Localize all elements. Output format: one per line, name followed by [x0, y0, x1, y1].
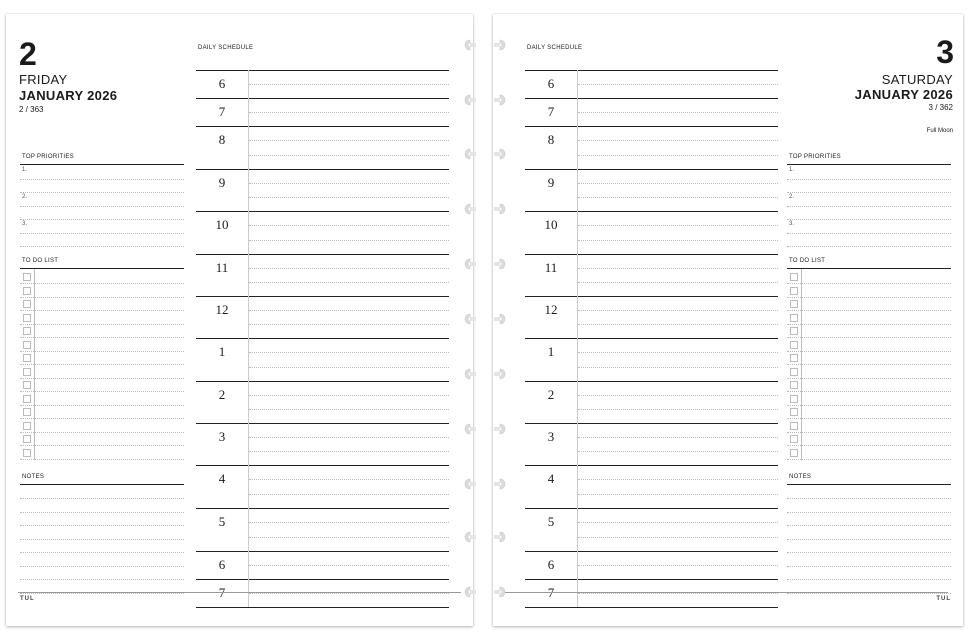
- todo-line: [20, 364, 184, 365]
- schedule-hour-label: 1: [547, 344, 555, 359]
- disc-binding-icon: [494, 423, 512, 435]
- todo-line: [20, 283, 184, 284]
- schedule-dotted-line: [249, 282, 449, 283]
- priority-line: [20, 206, 184, 207]
- schedule-dotted-line: [249, 324, 449, 325]
- schedule-hour-rule: [525, 551, 778, 552]
- schedule-hour-rule: [525, 70, 778, 71]
- schedule-hour-label: 7: [547, 585, 555, 600]
- disc-binding-icon: [458, 94, 476, 106]
- todo-checkbox: [23, 314, 31, 322]
- schedule-hour-rule: [525, 169, 778, 170]
- schedule-hour-label: 8: [547, 132, 555, 147]
- todo-line: [787, 405, 951, 406]
- schedule-dotted-line: [578, 183, 778, 184]
- todo-line: [20, 418, 184, 419]
- disc-binding-icon: [458, 478, 476, 490]
- disc-binding-icon: [458, 586, 476, 598]
- notes-line: [787, 579, 951, 580]
- notes-line: [787, 512, 951, 513]
- month-year-label: JANUARY 2026: [19, 88, 118, 103]
- todo-line: [20, 432, 184, 433]
- priority-number: 1.: [789, 167, 795, 173]
- todo-checkbox: [23, 300, 31, 308]
- schedule-hour-rule: [525, 338, 778, 339]
- disc-binding-icon: [458, 148, 476, 160]
- todo-rule: [787, 268, 951, 269]
- notes-line: [787, 552, 951, 553]
- todo-checkbox: [790, 408, 798, 416]
- notes-line: [20, 525, 184, 526]
- notes-line: [20, 512, 184, 513]
- todo-line: [20, 351, 184, 352]
- todo-line: [787, 310, 951, 311]
- schedule-hour-label: 10: [544, 217, 558, 232]
- schedule-hour-label: 9: [218, 175, 226, 190]
- disc-binding-icon: [458, 531, 476, 543]
- schedule-hour-rule: [196, 423, 449, 424]
- todo-checkbox: [790, 314, 798, 322]
- schedule-dotted-line: [578, 268, 778, 269]
- disc-binding-icon: [494, 478, 512, 490]
- disc-binding-icon: [494, 148, 512, 160]
- todo-line: [20, 297, 184, 298]
- schedule-hour-label: 11: [215, 260, 229, 275]
- schedule-dotted-line: [578, 367, 778, 368]
- schedule-hour-rule: [196, 508, 449, 509]
- brand-logo: TUL: [936, 596, 951, 602]
- notes-line: [20, 498, 184, 499]
- priority-line: [787, 179, 951, 180]
- schedule-hour-label: 7: [218, 104, 226, 119]
- disc-binding-icon: [494, 368, 512, 380]
- schedule-hour-rule: [196, 254, 449, 255]
- todo-checkbox: [790, 354, 798, 362]
- todo-line: [787, 283, 951, 284]
- schedule-dotted-line: [249, 479, 449, 480]
- schedule-dotted-line: [249, 240, 449, 241]
- schedule-hour-label: 11: [544, 260, 558, 275]
- schedule-divider: [248, 70, 249, 607]
- schedule-hour-label: 6: [218, 76, 226, 91]
- schedule-hour-rule: [525, 465, 778, 466]
- schedule-dotted-line: [578, 593, 778, 594]
- todo-line: [787, 337, 951, 338]
- moon-phase-label: Full Moon: [926, 128, 953, 134]
- schedule-dotted-line: [578, 522, 778, 523]
- schedule-dotted-line: [249, 310, 449, 311]
- schedule-hour-label: 9: [547, 175, 555, 190]
- schedule-dotted-line: [578, 310, 778, 311]
- disc-binding-icon: [458, 258, 476, 270]
- todo-checkbox: [23, 341, 31, 349]
- schedule-hour-rule: [196, 551, 449, 552]
- planner-page-right: [493, 14, 963, 626]
- todo-line: [787, 297, 951, 298]
- schedule-dotted-line: [249, 395, 449, 396]
- todo-line: [20, 391, 184, 392]
- schedule-hour-rule: [525, 126, 778, 127]
- priority-line: [787, 246, 951, 247]
- todo-checkbox: [790, 273, 798, 281]
- schedule-dotted-line: [249, 451, 449, 452]
- schedule-dotted-line: [578, 479, 778, 480]
- todo-checkbox: [790, 300, 798, 308]
- schedule-dotted-line: [249, 352, 449, 353]
- schedule-hour-rule: [525, 296, 778, 297]
- schedule-dotted-line: [249, 437, 449, 438]
- disc-binding-icon: [458, 203, 476, 215]
- todo-line: [787, 351, 951, 352]
- priority-number: 1.: [22, 167, 28, 173]
- month-year-label: JANUARY 2026: [854, 87, 953, 102]
- schedule-hour-rule: [525, 254, 778, 255]
- todo-line: [787, 418, 951, 419]
- top-priorities-rule: [20, 164, 184, 165]
- schedule-hour-rule: [525, 98, 778, 99]
- schedule-hour-rule: [525, 381, 778, 382]
- schedule-dotted-line: [249, 268, 449, 269]
- top-priorities-title: TOP PRIORITIES: [22, 154, 74, 160]
- schedule-dotted-line: [578, 225, 778, 226]
- todo-title: TO DO LIST: [22, 258, 59, 264]
- todo-checkbox: [790, 287, 798, 295]
- notes-line: [20, 552, 184, 553]
- schedule-hour-label: 12: [544, 302, 558, 317]
- todo-line: [20, 445, 184, 446]
- schedule-hour-label: 4: [547, 471, 555, 486]
- schedule-hour-rule: [196, 98, 449, 99]
- disc-binding-icon: [458, 39, 476, 51]
- priority-line: [787, 192, 951, 193]
- schedule-dotted-line: [249, 112, 449, 113]
- todo-checkbox: [790, 341, 798, 349]
- todo-checkbox: [790, 449, 798, 457]
- schedule-dotted-line: [249, 565, 449, 566]
- notes-title: NOTES: [789, 474, 812, 480]
- todo-line: [787, 445, 951, 446]
- todo-line: [20, 324, 184, 325]
- priority-number: 2.: [22, 194, 28, 200]
- notes-line: [20, 566, 184, 567]
- todo-checkbox: [23, 449, 31, 457]
- weekday-label: FRIDAY: [19, 72, 68, 87]
- priority-line: [787, 233, 951, 234]
- disc-binding-icon: [494, 586, 512, 598]
- schedule-dotted-line: [578, 565, 778, 566]
- priority-line: [20, 179, 184, 180]
- schedule-hour-label: 2: [547, 387, 555, 402]
- schedule-dotted-line: [249, 409, 449, 410]
- disc-binding-icon: [494, 531, 512, 543]
- todo-line: [787, 432, 951, 433]
- todo-line: [787, 364, 951, 365]
- disc-binding-icon: [494, 313, 512, 325]
- schedule-dotted-line: [249, 155, 449, 156]
- schedule-dotted-line: [249, 84, 449, 85]
- priority-line: [20, 219, 184, 220]
- notes-rule: [20, 484, 184, 485]
- notes-line: [787, 539, 951, 540]
- disc-binding-icon: [458, 313, 476, 325]
- todo-checkbox: [23, 381, 31, 389]
- schedule-dotted-line: [578, 240, 778, 241]
- schedule-hour-rule: [196, 169, 449, 170]
- schedule-title: DAILY SCHEDULE: [527, 45, 583, 51]
- disc-binding-icon: [494, 258, 512, 270]
- disc-binding-icon: [458, 368, 476, 380]
- schedule-hour-label: 12: [215, 302, 229, 317]
- notes-title: NOTES: [22, 474, 45, 480]
- schedule-hour-rule: [196, 211, 449, 212]
- disc-binding-icon: [494, 94, 512, 106]
- day-number: 3: [936, 34, 953, 70]
- priority-number: 3.: [789, 221, 795, 227]
- schedule-hour-label: 6: [218, 557, 226, 572]
- schedule-dotted-line: [249, 197, 449, 198]
- schedule-hour-rule: [525, 579, 778, 580]
- schedule-dotted-line: [578, 451, 778, 452]
- todo-line: [20, 378, 184, 379]
- schedule-dotted-line: [578, 537, 778, 538]
- disc-binding-icon: [494, 203, 512, 215]
- brand-logo: TUL: [20, 596, 35, 602]
- day-of-year-label: 3 / 362: [928, 103, 953, 112]
- schedule-dotted-line: [578, 324, 778, 325]
- notes-line: [20, 539, 184, 540]
- schedule-dotted-line: [249, 593, 449, 594]
- todo-checkbox-divider: [34, 269, 35, 460]
- schedule-hour-rule: [196, 338, 449, 339]
- todo-checkbox: [790, 395, 798, 403]
- priority-line: [20, 233, 184, 234]
- day-of-year-label: 2 / 363: [19, 105, 44, 114]
- schedule-hour-rule: [196, 296, 449, 297]
- notes-line: [20, 579, 184, 580]
- disc-binding-icon: [458, 423, 476, 435]
- schedule-hour-rule: [525, 607, 778, 608]
- schedule-dotted-line: [249, 537, 449, 538]
- notes-line: [787, 566, 951, 567]
- schedule-title: DAILY SCHEDULE: [198, 45, 254, 51]
- todo-line: [787, 459, 951, 460]
- schedule-dotted-line: [578, 112, 778, 113]
- todo-checkbox: [23, 287, 31, 295]
- todo-checkbox: [23, 354, 31, 362]
- todo-title: TO DO LIST: [789, 258, 826, 264]
- todo-checkbox-divider: [801, 269, 802, 460]
- schedule-hour-label: 3: [218, 429, 226, 444]
- schedule-dotted-line: [578, 197, 778, 198]
- schedule-divider: [577, 70, 578, 607]
- schedule-hour-rule: [196, 70, 449, 71]
- todo-line: [787, 324, 951, 325]
- schedule-hour-label: 1: [218, 344, 226, 359]
- priority-number: 3.: [22, 221, 28, 227]
- schedule-dotted-line: [249, 183, 449, 184]
- priority-line: [20, 246, 184, 247]
- todo-line: [20, 405, 184, 406]
- todo-checkbox: [790, 368, 798, 376]
- schedule-dotted-line: [578, 155, 778, 156]
- schedule-dotted-line: [578, 282, 778, 283]
- schedule-hour-rule: [525, 508, 778, 509]
- schedule-hour-rule: [196, 579, 449, 580]
- schedule-hour-label: 6: [547, 76, 555, 91]
- todo-checkbox: [790, 381, 798, 389]
- schedule-dotted-line: [578, 395, 778, 396]
- schedule-dotted-line: [249, 140, 449, 141]
- planner-page-left: [6, 14, 473, 626]
- todo-checkbox: [23, 368, 31, 376]
- top-priorities-title: TOP PRIORITIES: [789, 154, 841, 160]
- schedule-dotted-line: [578, 409, 778, 410]
- schedule-hour-label: 3: [547, 429, 555, 444]
- top-priorities-rule: [787, 164, 951, 165]
- todo-checkbox: [23, 273, 31, 281]
- todo-line: [787, 391, 951, 392]
- schedule-hour-label: 4: [218, 471, 226, 486]
- schedule-hour-label: 10: [215, 217, 229, 232]
- schedule-hour-rule: [196, 607, 449, 608]
- schedule-hour-rule: [196, 465, 449, 466]
- schedule-hour-label: 6: [547, 557, 555, 572]
- day-number: 2: [19, 36, 36, 72]
- priority-line: [787, 219, 951, 220]
- priority-line: [787, 206, 951, 207]
- schedule-hour-rule: [196, 126, 449, 127]
- schedule-hour-label: 5: [218, 514, 226, 529]
- schedule-dotted-line: [578, 437, 778, 438]
- todo-rule: [20, 268, 184, 269]
- todo-checkbox: [790, 422, 798, 430]
- todo-line: [20, 337, 184, 338]
- todo-checkbox: [790, 327, 798, 335]
- schedule-hour-label: 5: [547, 514, 555, 529]
- todo-checkbox: [23, 395, 31, 403]
- schedule-hour-label: 8: [218, 132, 226, 147]
- schedule-dotted-line: [249, 225, 449, 226]
- todo-line: [20, 459, 184, 460]
- todo-checkbox: [23, 327, 31, 335]
- todo-checkbox: [790, 435, 798, 443]
- priority-line: [20, 192, 184, 193]
- schedule-dotted-line: [249, 367, 449, 368]
- todo-checkbox: [23, 435, 31, 443]
- schedule-dotted-line: [249, 522, 449, 523]
- schedule-hour-rule: [525, 211, 778, 212]
- schedule-dotted-line: [578, 84, 778, 85]
- priority-number: 2.: [789, 194, 795, 200]
- schedule-hour-rule: [196, 381, 449, 382]
- schedule-dotted-line: [578, 352, 778, 353]
- footer-rule: [18, 592, 461, 593]
- notes-rule: [787, 484, 951, 485]
- notes-line: [787, 498, 951, 499]
- disc-binding-icon: [494, 39, 512, 51]
- todo-checkbox: [23, 422, 31, 430]
- schedule-hour-label: 7: [218, 585, 226, 600]
- notes-line: [787, 525, 951, 526]
- schedule-hour-rule: [525, 423, 778, 424]
- todo-line: [787, 378, 951, 379]
- schedule-hour-label: 2: [218, 387, 226, 402]
- todo-line: [20, 310, 184, 311]
- footer-rule: [505, 592, 948, 593]
- schedule-dotted-line: [249, 494, 449, 495]
- todo-checkbox: [23, 408, 31, 416]
- schedule-hour-label: 7: [547, 104, 555, 119]
- weekday-label: SATURDAY: [881, 72, 953, 87]
- schedule-dotted-line: [578, 494, 778, 495]
- schedule-dotted-line: [578, 140, 778, 141]
